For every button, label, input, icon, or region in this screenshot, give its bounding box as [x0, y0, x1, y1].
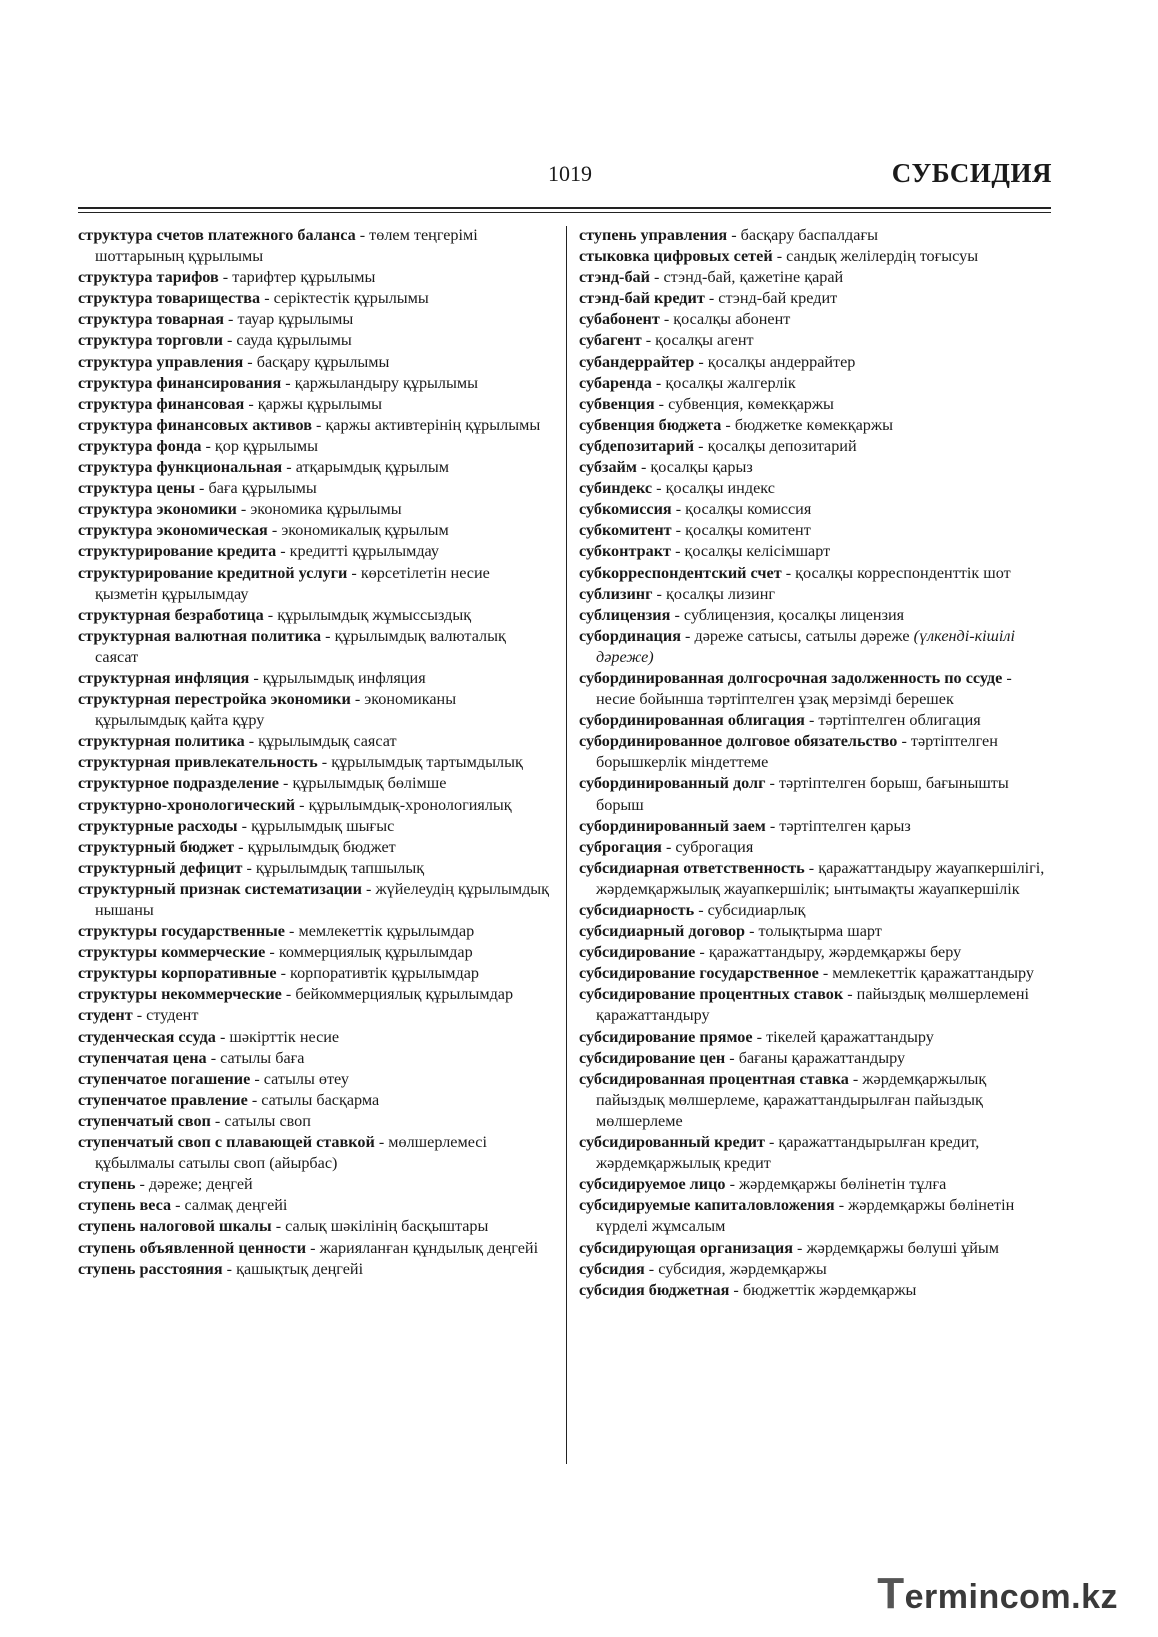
entry-translation: жәрдемқаржы бөлінетін күрделі жұмсалым	[596, 1196, 1015, 1236]
dictionary-entry: структура управления - басқару құрылымы	[78, 352, 390, 371]
dictionary-entry: субсидиарная ответственность - қаражаттандыру жауапкершілігі, жәрдемқаржылық жауапкершілік; ынтымақты жауапкершілік	[579, 858, 1045, 898]
entry-term: субвенция	[579, 394, 655, 413]
entry-translation: құрылымдық бөлімше	[292, 774, 447, 793]
entry-term: структура счетов платежного баланса	[78, 226, 356, 244]
entry-term: субсидирование прямое	[579, 1027, 753, 1046]
watermark-text: ermincom.kz	[904, 1578, 1118, 1616]
dictionary-entry: субкомиссия - қосалқы комиссия	[579, 500, 812, 519]
entry-term: структурные расходы	[78, 816, 238, 835]
entry-translation: тарифтер құрылымы	[232, 268, 376, 287]
header-rule	[78, 207, 1051, 209]
dictionary-entry: структурная политика - құрылымдық саясат	[78, 732, 397, 751]
dictionary-entry: структура экономики - экономика құрылымы	[78, 500, 402, 519]
entry-term: субабонент	[579, 310, 660, 329]
entry-translation: бейкоммерциялық құрылымдар	[295, 985, 514, 1004]
entry-translation: қаржы құрылымы	[257, 394, 383, 413]
entry-term: структура функциональная	[78, 458, 283, 477]
dictionary-entry: структуры корпоративные - корпоративтік құрылымдар	[78, 964, 479, 983]
entry-term: субсидия бюджетная	[579, 1280, 730, 1299]
entry-term: стэнд-бай кредит	[579, 289, 705, 308]
entry-term: ступень управления	[579, 226, 728, 244]
entry-translation: басқару баспалдағы	[740, 226, 878, 244]
entry-translation: құрылымдық тартымдылық	[331, 753, 523, 772]
entry-note: (үлкенді-кішілі дәреже)	[596, 626, 1015, 666]
entry-term: ступенчатый своп	[78, 1111, 211, 1130]
page-number: 1019	[548, 161, 592, 186]
entry-translation: сублицензия, қосалқы лицензия	[683, 605, 905, 624]
entry-translation: студент	[146, 1006, 199, 1025]
entry-term: ступень объявленной ценности	[78, 1238, 307, 1257]
entry-term: субсидирование государственное	[579, 964, 819, 983]
entry-term: субсидируемые капиталовложения	[579, 1196, 835, 1215]
dictionary-entry: субсидия бюджетная - бюджеттік жәрдемқаржы	[579, 1280, 917, 1299]
entry-term: структурное подразделение	[78, 774, 279, 793]
dictionary-entry: субсидируемое лицо - жәрдемқаржы бөлінетін тұлға	[579, 1175, 947, 1194]
dictionary-entry: структурирование кредитной услуги - көрсетілетін несие қызметін құрылымдау	[78, 563, 490, 603]
dictionary-entry: структура финансовых активов - қаржы активтерінің құрылымы	[78, 415, 541, 434]
entry-translation: сауда құрылымы	[236, 331, 352, 350]
entry-term: студент	[78, 1006, 133, 1025]
entry-term: ступенчатое погашение	[78, 1069, 251, 1088]
dictionary-entry: субсидиарность - субсидиарлық	[579, 901, 806, 919]
entry-term: сублизинг	[579, 584, 653, 603]
entry-translation: қосалқы комиссия	[685, 500, 812, 519]
entry-translation: кредитті құрылымдау	[289, 542, 440, 561]
entry-term: субаренда	[579, 373, 652, 392]
dictionary-entry: структура финансовая - қаржы құрылымы	[78, 394, 383, 413]
entry-translation: сандық желілердің тоғысуы	[786, 247, 979, 266]
entry-translation: экономикалық құрылым	[281, 521, 449, 540]
entry-translation: қосалқы абонент	[673, 310, 791, 329]
entry-translation: несие бойынша тәртіптелген ұзақ мерзімді берешек	[596, 690, 954, 709]
entry-translation: жәрдемқаржы бөлуші ұйым	[806, 1238, 1000, 1257]
dictionary-entry: структурная инфляция - құрылымдық инфляция	[78, 668, 426, 687]
dictionary-entry: структура цены - баға құрылымы	[78, 479, 317, 498]
dictionary-entry: субдепозитарий - қосалқы депозитарий	[579, 436, 857, 455]
entry-term: субзайм	[579, 458, 637, 477]
entry-term: субординация	[579, 626, 681, 645]
entry-translation: құрылымдық тапшылық	[255, 858, 425, 877]
dictionary-entry: субординированное долговое обязательство - тәртіптелген борышкерлік міндеттеме	[579, 732, 998, 772]
entry-translation: қосалқы агент	[655, 331, 754, 350]
entry-translation: тікелей қаражаттандыру	[766, 1027, 934, 1046]
entry-term: структурный признак систематизации	[78, 879, 362, 898]
dictionary-entry: суброгация - суброгация	[579, 837, 754, 856]
entry-term: субординированное долговое обязательство	[579, 732, 898, 751]
entry-translation: тәртіптелген борыш, бағынышты борыш	[596, 774, 1009, 814]
dictionary-entry: структуры коммерческие - коммерциялық құрылымдар	[78, 943, 473, 962]
dictionary-entry: субсидирование государственное - мемлекеттік қаражаттандыру	[579, 964, 1034, 983]
entry-translation: толықтырма шарт	[758, 922, 882, 941]
dictionary-entry: структурная перестройка экономики - экономиканы құрылымдық қайта құру	[78, 690, 457, 730]
entry-term: структуры государственные	[78, 922, 285, 941]
entry-translation: корпоративтік құрылымдар	[290, 964, 479, 983]
dictionary-entry: субкомитент - қосалқы комитент	[579, 521, 811, 540]
entry-translation: қосалқы келісімшарт	[684, 542, 831, 561]
entry-term: структура финансовая	[78, 394, 245, 413]
dictionary-entry: структурные расходы - құрылымдық шығыс	[78, 816, 395, 835]
dictionary-entry: субординированная облигация - тәртіптелген облигация	[579, 711, 981, 730]
entry-translation: құрылымдық-хронологиялық	[308, 795, 512, 814]
entry-translation: коммерциялық құрылымдар	[278, 943, 473, 962]
entry-translation: қосалқы жалгерлік	[665, 373, 796, 392]
entry-term: структура финансовых активов	[78, 415, 312, 434]
entry-term: ступень веса	[78, 1196, 172, 1215]
entry-translation: құрылымдық инфляция	[262, 668, 426, 687]
entry-translation: субвенция, көмекқаржы	[668, 394, 834, 413]
dictionary-entry: структура экономическая - экономикалық құрылым	[78, 521, 449, 540]
entry-term: структурная безработица	[78, 605, 264, 624]
dictionary-entry: структура товарная - тауар құрылымы	[78, 310, 354, 329]
entry-translation: қор құрылымы	[214, 436, 319, 455]
entry-translation: экономиканы құрылымдық қайта құру	[95, 690, 457, 730]
entry-translation: мемлекеттік құрылымдар	[298, 922, 475, 941]
dictionary-entry: субвенция - субвенция, көмекқаржы	[579, 394, 834, 413]
dictionary-entry: субсидирование прямое - тікелей қаражаттандыру	[579, 1027, 934, 1046]
entry-translation: қосалқы андеррайтер	[707, 352, 856, 371]
dictionary-entry: структура товарищества - серіктестік құрылымы	[78, 289, 429, 308]
entry-term: субиндекс	[579, 479, 653, 498]
dictionary-entry: субсидирование процентных ставок - пайыздық мөлшерлемені қаражаттандыру	[579, 985, 1029, 1025]
entry-translation: құрылымдық жұмыссыздық	[277, 605, 472, 624]
entry-translation: құрылымдық бюджет	[247, 837, 396, 856]
header-rule-thin	[78, 212, 1051, 213]
entry-term: структура фонда	[78, 436, 202, 455]
entry-translation: жарияланған құндылық деңгейі	[319, 1238, 539, 1257]
entry-term: суброгация	[579, 837, 662, 856]
entry-translation: қосалқы депозитарий	[707, 436, 857, 455]
dictionary-entry: структурный признак систематизации - жүйелеудің құрылымдық нышаны	[78, 879, 550, 919]
entry-translation: пайыздық мөлшерлемені қаражаттандыру	[596, 985, 1029, 1025]
dictionary-entry: ступенчатое правление - сатылы басқарма	[78, 1090, 380, 1109]
entry-term: структурно-хронологический	[78, 795, 296, 814]
entry-term: структура управления	[78, 352, 244, 371]
dictionary-entry: сублизинг - қосалқы лизинг	[579, 584, 775, 603]
dictionary-entry: субординированная долгосрочная задолженность по ссуде - несие бойынша тәртіптелген ұзақ мерзімді берешек	[579, 668, 1012, 709]
entry-term: субкомиссия	[579, 500, 672, 519]
entry-term: стэнд-бай	[579, 268, 650, 287]
entry-term: структура торговли	[78, 331, 223, 350]
dictionary-entry: субиндекс - қосалқы индекс	[579, 479, 775, 498]
entry-translation: сатылы своп	[224, 1111, 311, 1130]
entry-term: субординированный долг	[579, 774, 766, 793]
entry-term: ступень налоговой шкалы	[78, 1217, 272, 1236]
dictionary-entry: структурная валютная политика - құрылымдық валюталық саясат	[78, 626, 506, 666]
entry-translation: бағаны қаражаттандыру	[738, 1048, 906, 1067]
entry-translation: салық шәкілінің басқыштары	[285, 1217, 489, 1236]
entry-term: субвенция бюджета	[579, 415, 722, 434]
entry-term: субординированный заем	[579, 816, 766, 835]
dictionary-entry: структурная безработица - құрылымдық жұмыссыздық	[78, 605, 472, 624]
dictionary-entry: субзайм - қосалқы қарыз	[579, 458, 753, 477]
entry-term: структуры некоммерческие	[78, 985, 282, 1004]
entry-translation: атқарымдық құрылым	[295, 458, 449, 477]
entry-term: субкорреспондентский счет	[579, 563, 782, 582]
entry-term: субсидирование	[579, 943, 696, 962]
entry-translation: субсидия, жәрдемқаржы	[658, 1259, 827, 1278]
entry-translation: тәртіптелген облигация	[818, 711, 981, 730]
entry-translation: шәкірттік несие	[229, 1027, 340, 1046]
entry-term: структура финансирования	[78, 373, 282, 392]
entry-translation: қосалқы индекс	[665, 479, 775, 498]
dictionary-entry: субконтракт - қосалқы келісімшарт	[579, 542, 831, 561]
entry-translation: қаражаттандыру жауапкершілігі, жәрдемқаржылық жауапкершілік; ынтымақты жауапкершілік	[596, 858, 1045, 898]
site-watermark	[877, 1569, 1118, 1619]
dictionary-entry: субвенция бюджета - бюджетке көмекқаржы	[579, 415, 893, 434]
dictionary-entry: структурная привлекательность - құрылымдық тартымдылық	[78, 753, 523, 772]
entry-term: структуры корпоративные	[78, 964, 277, 983]
dictionary-entry: ступень - дәреже; деңгей	[78, 1175, 253, 1194]
dictionary-entry: студенческая ссуда - шәкірттік несие	[78, 1027, 340, 1046]
column-divider	[566, 226, 567, 1464]
dictionary-entry: стэнд-бай - стэнд-бай, қажетіне қарай	[579, 268, 844, 287]
entry-translation: сатылы өтеу	[263, 1069, 349, 1088]
entry-translation: қосалқы лизинг	[665, 584, 775, 603]
dictionary-entry: субсидиарный договор - толықтырма шарт	[579, 922, 882, 941]
entry-term: структурная перестройка экономики	[78, 690, 351, 709]
dictionary-entry: структурный бюджет - құрылымдық бюджет	[78, 837, 396, 856]
entry-translation: жүйелеудің құрылымдық нышаны	[95, 879, 550, 919]
entry-translation: құрылымдық шығыс	[251, 816, 395, 835]
entry-translation: тәртіптелген қарыз	[779, 816, 911, 835]
entry-term: структурная политика	[78, 732, 245, 751]
dictionary-entry: сублицензия - сублицензия, қосалқы лицензия	[579, 605, 905, 624]
entry-translation: қаражаттандырылған кредит, жәрдемқаржылық кредит	[596, 1133, 980, 1173]
dictionary-entry: субсидирование цен - бағаны қаражаттандыру	[579, 1048, 906, 1067]
dictionary-entry: структура фонда - қор құрылымы	[78, 436, 319, 455]
entry-term: структурирование кредитной услуги	[78, 563, 348, 582]
entry-term: структура товарная	[78, 310, 224, 329]
dictionary-entry: ступень управления - басқару баспалдағы	[579, 226, 878, 244]
entry-translation: мемлекеттік қаражаттандыру	[832, 964, 1034, 983]
entry-translation: салмақ деңгейі	[184, 1196, 288, 1215]
dictionary-entry: субсидия - субсидия, жәрдемқаржы	[579, 1259, 827, 1278]
entry-term: субсидиарная ответственность	[579, 858, 805, 877]
entry-translation: қосалқы комитент	[685, 521, 811, 540]
entry-translation: жәрдемқаржылық пайыздық мөлшерлеме, қаражаттандырылған пайыздық мөлшерлеме	[596, 1069, 987, 1130]
entry-term: субсидированный кредит	[579, 1133, 765, 1152]
dictionary-entry: структурное подразделение - құрылымдық бөлімше	[78, 774, 447, 793]
dictionary-entry: субабонент - қосалқы абонент	[579, 310, 791, 329]
dictionary-entry: структура финансирования - қаржыландыру құрылымы	[78, 373, 478, 392]
dictionary-entry: субаренда - қосалқы жалгерлік	[579, 373, 796, 392]
entry-translation: мөлшерлемесі құбылмалы сатылы своп (айырбас)	[95, 1133, 487, 1173]
dictionary-entry: субкорреспондентский счет - қосалқы корреспонденттік шот	[579, 563, 1011, 582]
entry-translation: басқару құрылымы	[256, 352, 390, 371]
entry-translation: бюджетке көмекқаржы	[734, 415, 893, 434]
entry-translation: қосалқы қарыз	[650, 458, 753, 477]
entry-term: структурная привлекательность	[78, 753, 318, 772]
entry-term: сублицензия	[579, 605, 671, 624]
dictionary-entry: субсидирующая организация - жәрдемқаржы бөлуші ұйым	[579, 1238, 1000, 1257]
dictionary-entry: ступень объявленной ценности - жарияланған құндылық деңгейі	[78, 1238, 539, 1257]
entry-translation: сатылы басқарма	[261, 1090, 380, 1109]
dictionary-entry: ступень налоговой шкалы - салық шәкілінің басқыштары	[78, 1217, 489, 1236]
entry-term: субкомитент	[579, 521, 672, 540]
dictionary-entry: ступенчатый своп - сатылы своп	[78, 1111, 311, 1130]
entry-term: ступень расстояния	[78, 1259, 223, 1278]
entry-term: субагент	[579, 331, 642, 350]
dictionary-entry: структурный дефицит - құрылымдық тапшылық	[78, 858, 425, 877]
entry-term: студенческая ссуда	[78, 1027, 216, 1046]
entry-translation: дәреже сатысы, сатылы дәреже	[694, 626, 910, 645]
entry-term: субдепозитарий	[579, 436, 695, 455]
dictionary-entry: структурно-хронологический - құрылымдық-хронологиялық	[78, 795, 512, 814]
right-column	[579, 225, 1051, 1301]
entry-term: субординированная облигация	[579, 711, 805, 730]
dictionary-entry: субсидирование - қаражаттандыру, жәрдемқаржы беру	[579, 943, 962, 962]
dictionary-entry: ступенчатый своп с плавающей ставкой - мөлшерлемесі құбылмалы сатылы своп (айырбас)	[78, 1133, 487, 1173]
entry-term: структурирование кредита	[78, 542, 277, 561]
entry-term: структуры коммерческие	[78, 943, 266, 962]
entry-translation: субсидиарлық	[707, 901, 806, 919]
dictionary-entry: субординация - дәреже сатысы, сатылы дәреже (үлкенді-кішілі дәреже)	[579, 626, 1015, 666]
entry-term: ступенчатая цена	[78, 1048, 207, 1067]
entry-term: структура товарищества	[78, 289, 261, 308]
entry-translation: стэнд-бай кредит	[718, 289, 838, 308]
entry-translation: дәреже; деңгей	[148, 1175, 253, 1194]
dictionary-entry: стыковка цифровых сетей - сандық желілердің тоғысуы	[579, 247, 979, 266]
dictionary-entry: ступень расстояния - қашықтық деңгейі	[78, 1259, 364, 1278]
entry-translation: бюджеттік жәрдемқаржы	[742, 1280, 917, 1299]
entry-term: структурный бюджет	[78, 837, 235, 856]
entry-term: ступенчатое правление	[78, 1090, 248, 1109]
watermark-initial: T	[877, 1569, 905, 1618]
dictionary-entry: стэнд-бай кредит - стэнд-бай кредит	[579, 289, 838, 308]
dictionary-entry: студент - студент	[78, 1006, 199, 1025]
entry-translation: стэнд-бай, қажетіне қарай	[663, 268, 844, 287]
entry-term: структура цены	[78, 479, 195, 498]
dictionary-entry: структура торговли - сауда құрылымы	[78, 331, 352, 350]
entry-term: субсидирование процентных ставок	[579, 985, 844, 1004]
dictionary-entry: структуры некоммерческие - бейкоммерциялық құрылымдар	[78, 985, 514, 1004]
dictionary-entry: субординированный долг - тәртіптелген борыш, бағынышты борыш	[579, 774, 1009, 814]
dictionary-entry: субсидированная процентная ставка - жәрдемқаржылық пайыздық мөлшерлеме, қаражаттандырылған пайыздық мөлшерлеме	[579, 1069, 987, 1130]
entry-term: субординированная долгосрочная задолженность по ссуде	[579, 668, 1003, 687]
entry-translation: тауар құрылымы	[237, 310, 354, 329]
dictionary-entry: субсидируемые капиталовложения - жәрдемқаржы бөлінетін күрделі жұмсалым	[579, 1196, 1015, 1236]
left-column	[78, 225, 550, 1280]
entry-translation: экономика құрылымы	[250, 500, 402, 519]
entry-term: субандеррайтер	[579, 352, 695, 371]
entry-term: структурная валютная политика	[78, 626, 322, 645]
entry-term: субсидиарность	[579, 901, 695, 919]
entry-term: структурная инфляция	[78, 668, 250, 687]
dictionary-entry: ступенчатое погашение - сатылы өтеу	[78, 1069, 349, 1088]
entry-term: структурный дефицит	[78, 858, 243, 877]
dictionary-entry: субагент - қосалқы агент	[579, 331, 754, 350]
entry-term: ступенчатый своп с плавающей ставкой	[78, 1133, 375, 1152]
entry-translation: жәрдемқаржы бөлінетін тұлға	[739, 1175, 947, 1194]
entry-translation: қаражаттандыру, жәрдемқаржы беру	[708, 943, 962, 962]
entry-term: субсидирование цен	[579, 1048, 726, 1067]
dictionary-entry: структура функциональная - атқарымдық құрылым	[78, 458, 449, 477]
entry-term: структура экономическая	[78, 521, 268, 540]
dictionary-entry: субсидированный кредит - қаражаттандырылған кредит, жәрдемқаржылық кредит	[579, 1133, 980, 1173]
entry-term: ступень	[78, 1175, 136, 1194]
entry-translation: қаржы активтерінің құрылымы	[325, 415, 541, 434]
entry-translation: сатылы баға	[220, 1048, 305, 1067]
entry-translation: серіктестік құрылымы	[273, 289, 429, 308]
entry-translation: көрсетілетін несие қызметін құрылымдау	[95, 563, 490, 603]
entry-term: структура тарифов	[78, 268, 219, 287]
entry-term: субсидирующая организация	[579, 1238, 793, 1257]
entry-term: структура экономики	[78, 500, 237, 519]
entry-term: субсидия	[579, 1259, 645, 1278]
entry-term: субсидированная процентная ставка	[579, 1069, 849, 1088]
entry-translation: құрылымдық валюталық саясат	[95, 626, 506, 666]
entry-translation: қосалқы корреспонденттік шот	[795, 563, 1011, 582]
entry-translation: төлем теңгерімі шоттарының құрылымы	[95, 226, 478, 266]
entry-term: стыковка цифровых сетей	[579, 247, 773, 266]
dictionary-entry: субординированный заем - тәртіптелген қарыз	[579, 816, 911, 835]
dictionary-entry: структура тарифов - тарифтер құрылымы	[78, 268, 376, 287]
entry-term: субсидируемое лицо	[579, 1175, 726, 1194]
entry-term: субсидиарный договор	[579, 922, 746, 941]
dictionary-entry: структурирование кредита - кредитті құрылымдау	[78, 542, 440, 561]
dictionary-entry: структуры государственные - мемлекеттік құрылымдар	[78, 922, 475, 941]
entry-translation: тәртіптелген борышкерлік міндеттеме	[596, 732, 998, 772]
dictionary-entry: субандеррайтер - қосалқы андеррайтер	[579, 352, 856, 371]
dictionary-entry: структура счетов платежного баланса - төлем теңгерімі шоттарының құрылымы	[78, 226, 478, 266]
entry-translation: баға құрылымы	[208, 479, 317, 498]
running-head: СУБСИДИЯ	[891, 158, 1052, 188]
entry-term: субконтракт	[579, 542, 672, 561]
entry-translation: қаржыландыру құрылымы	[294, 373, 478, 392]
entry-translation: суброгация	[675, 837, 754, 856]
dictionary-entry: ступень веса - салмақ деңгейі	[78, 1196, 288, 1215]
dictionary-entry: ступенчатая цена - сатылы баға	[78, 1048, 305, 1067]
entry-translation: құрылымдық саясат	[258, 732, 397, 751]
entry-translation: қашықтық деңгейі	[236, 1259, 364, 1278]
